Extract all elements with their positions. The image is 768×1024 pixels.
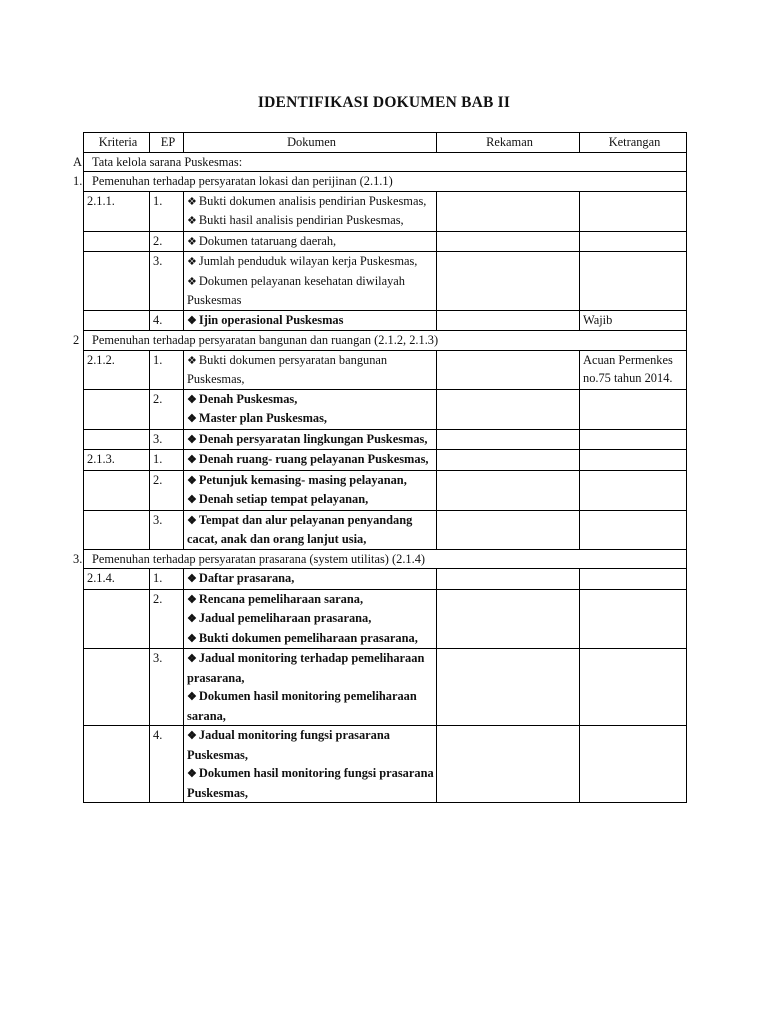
diamond-bullet-icon: ❖ <box>187 235 197 248</box>
document-item <box>187 351 436 389</box>
document-item-text: Dokumen tataruang daerah, <box>198 233 337 248</box>
document-item <box>187 211 436 231</box>
document-item <box>187 511 436 549</box>
ep-cell: 3. <box>150 252 184 311</box>
document-item-text: Denah ruang- ruang pelayanan Puskesmas, <box>198 452 429 466</box>
diamond-bullet-icon: ❖ <box>187 354 197 367</box>
diamond-bullet-icon: ❖ <box>187 593 197 606</box>
document-item-text: Dokumen hasil monitoring pemeliharaan sarana, <box>187 689 417 723</box>
dokumen-cell <box>184 470 437 510</box>
diamond-bullet-icon: ❖ <box>187 433 197 446</box>
document-item <box>187 590 436 610</box>
document-item-text: Rencana pemeliharaan sarana, <box>198 591 364 606</box>
ep-cell: 1. <box>150 350 184 389</box>
section-number: 2 <box>73 333 80 347</box>
table-row <box>84 510 687 549</box>
document-item <box>187 649 436 687</box>
document-item-text: Ijin operasional Puskesmas <box>198 312 344 327</box>
diamond-bullet-icon: ❖ <box>187 314 197 327</box>
rekaman-cell <box>437 389 580 429</box>
ketrangan-cell <box>580 510 687 549</box>
kriteria-cell: 2.1.1. <box>84 191 150 231</box>
rekaman-cell <box>437 510 580 549</box>
document-item-text: Dokumen pelayanan kesehatan diwilayah Puskesmas <box>187 273 405 307</box>
dokumen-cell <box>184 310 437 331</box>
rekaman-cell <box>437 310 580 331</box>
document-item-text: Bukti hasil analisis pendirian Puskesmas, <box>198 213 404 227</box>
document-item <box>187 764 436 802</box>
ep-cell: 4. <box>150 310 184 331</box>
ep-cell: 1. <box>150 191 184 231</box>
diamond-bullet-icon: ❖ <box>187 768 197 780</box>
document-item-text: Jumlah penduduk wilayan kerja Puskesmas, <box>198 254 418 268</box>
rekaman-cell <box>437 470 580 510</box>
ketrangan-cell: Acuan Permenkes no.75 tahun 2014. <box>580 350 687 389</box>
dokumen-cell <box>184 450 437 471</box>
dokumen-cell <box>184 191 437 231</box>
diamond-bullet-icon: ❖ <box>187 514 197 527</box>
ep-cell: 3. <box>150 429 184 450</box>
dokumen-cell <box>184 589 437 649</box>
kriteria-cell <box>84 510 150 549</box>
dokumen-cell <box>184 510 437 549</box>
document-item-text: Jadual pemeliharaan prasarana, <box>198 611 372 625</box>
kriteria-cell <box>84 589 150 649</box>
document-item <box>187 629 436 649</box>
table-row <box>84 450 687 471</box>
kriteria-cell <box>84 231 150 252</box>
ketrangan-cell <box>580 589 687 649</box>
dokumen-cell <box>184 350 437 389</box>
document-item <box>187 430 436 450</box>
document-item-text: Master plan Puskesmas, <box>198 411 328 425</box>
document-item <box>187 252 436 272</box>
table-body <box>73 152 687 803</box>
document-item <box>187 687 436 725</box>
diamond-bullet-icon: ❖ <box>187 691 197 703</box>
ketrangan-cell: Wajib <box>580 310 687 331</box>
document-item-text: Petunjuk kemasing- masing pelayanan, <box>198 472 407 487</box>
document-item <box>187 390 436 410</box>
table-row <box>84 726 687 803</box>
table-row <box>84 429 687 450</box>
rekaman-cell <box>437 252 580 311</box>
kriteria-cell: 2.1.3. <box>84 450 150 471</box>
ketrangan-cell <box>580 470 687 510</box>
rekaman-cell <box>437 450 580 471</box>
section-row <box>84 172 687 192</box>
ep-cell: 2. <box>150 470 184 510</box>
document-item-text: Daftar prasarana, <box>198 571 295 585</box>
ketrangan-cell <box>580 252 687 311</box>
rekaman-cell <box>437 589 580 649</box>
document-item <box>187 726 436 764</box>
document-title: IDENTIFIKASI DOKUMEN BAB II <box>257 94 511 111</box>
header-kriteria: Kriteria <box>84 133 150 153</box>
document-item-text: Denah persyaratan lingkungan Puskesmas, <box>198 431 428 446</box>
table-row <box>84 310 687 331</box>
kriteria-cell <box>84 389 150 429</box>
dokumen-cell <box>184 429 437 450</box>
kriteria-cell <box>84 310 150 331</box>
header-rekaman: Rekaman <box>437 133 580 153</box>
dokumen-cell <box>184 569 437 590</box>
document-table <box>73 132 687 803</box>
rekaman-cell <box>437 191 580 231</box>
diamond-bullet-icon: ❖ <box>187 494 197 506</box>
ep-cell: 2. <box>150 231 184 252</box>
kriteria-cell: 2.1.2. <box>84 350 150 389</box>
section-row <box>84 152 687 172</box>
table-row <box>84 470 687 510</box>
section-number: 3. <box>73 551 83 566</box>
diamond-bullet-icon: ❖ <box>187 653 197 665</box>
dokumen-cell <box>184 252 437 311</box>
document-item <box>187 272 436 310</box>
dokumen-cell <box>184 649 437 726</box>
table-row <box>84 231 687 252</box>
document-item-text: Dokumen hasil monitoring fungsi prasarana Puskesmas, <box>187 766 434 800</box>
section-title: Tata kelola sarana Puskesmas: <box>92 154 243 169</box>
table-row <box>84 389 687 429</box>
table-row <box>84 649 687 726</box>
ketrangan-cell <box>580 450 687 471</box>
rekaman-cell <box>437 350 580 389</box>
rekaman-cell <box>437 649 580 726</box>
ep-cell: 2. <box>150 389 184 429</box>
ketrangan-cell <box>580 569 687 590</box>
ketrangan-cell <box>580 389 687 429</box>
diamond-bullet-icon: ❖ <box>187 393 197 406</box>
section-number: 1. <box>73 174 83 188</box>
section-title: Pemenuhan terhadap persyaratan prasarana (system utilitas) (2.1.4) <box>92 551 426 566</box>
ep-cell: 1. <box>150 569 184 590</box>
document-item <box>187 232 436 252</box>
document-item-text: Jadual monitoring fungsi prasarana Puskesmas, <box>187 728 390 762</box>
rekaman-cell <box>437 726 580 803</box>
ep-cell: 2. <box>150 589 184 649</box>
diamond-bullet-icon: ❖ <box>187 215 197 227</box>
rekaman-cell <box>437 429 580 450</box>
rekaman-cell <box>437 231 580 252</box>
document-item <box>187 609 436 629</box>
table-row <box>84 350 687 389</box>
document-item-text: Bukti dokumen pemeliharaan prasarana, <box>198 630 418 645</box>
document-item <box>187 471 436 491</box>
rekaman-cell <box>437 569 580 590</box>
table-row <box>84 569 687 590</box>
diamond-bullet-icon: ❖ <box>187 474 197 487</box>
diamond-bullet-icon: ❖ <box>187 573 197 585</box>
diamond-bullet-icon: ❖ <box>187 454 197 466</box>
diamond-bullet-icon: ❖ <box>187 256 197 268</box>
ep-cell: 1. <box>150 450 184 471</box>
dokumen-cell <box>184 231 437 252</box>
section-title: Pemenuhan terhadap persyaratan bangunan dan ruangan (2.1.2, 2.1.3) <box>92 333 439 347</box>
header-ep: EP <box>150 133 184 153</box>
section-row <box>84 549 687 569</box>
ep-cell: 3. <box>150 649 184 726</box>
document-item-text: Denah setiap tempat pelayanan, <box>198 492 369 506</box>
diamond-bullet-icon: ❖ <box>187 275 197 288</box>
document-item-text: Denah Puskesmas, <box>198 391 298 406</box>
ketrangan-cell <box>580 649 687 726</box>
document-item <box>187 569 436 589</box>
kriteria-cell <box>84 252 150 311</box>
dokumen-cell <box>184 389 437 429</box>
diamond-bullet-icon: ❖ <box>187 730 197 742</box>
document-item-text: Tempat dan alur pelayanan penyandang cacat, anak dan orang lanjut usia, <box>187 512 413 546</box>
document-item-text: Bukti dokumen persyaratan bangunan Puskesmas, <box>187 352 388 386</box>
kriteria-cell <box>84 649 150 726</box>
ketrangan-cell <box>580 429 687 450</box>
document-item <box>187 450 436 470</box>
section-number: A <box>73 154 82 169</box>
ketrangan-cell <box>580 231 687 252</box>
document-item <box>187 311 436 331</box>
table-row <box>84 252 687 311</box>
header-ketrangan: Ketrangan <box>580 133 687 153</box>
header-dokumen: Dokumen <box>184 133 437 153</box>
document-item-text: Jadual monitoring terhadap pemeliharaan prasarana, <box>187 651 425 685</box>
document-item <box>187 409 436 429</box>
document-item <box>187 192 436 212</box>
kriteria-cell <box>84 470 150 510</box>
kriteria-cell <box>84 726 150 803</box>
ep-cell: 3. <box>150 510 184 549</box>
kriteria-cell: 2.1.4. <box>84 569 150 590</box>
diamond-bullet-icon: ❖ <box>187 195 197 208</box>
diamond-bullet-icon: ❖ <box>187 632 197 645</box>
section-title: Pemenuhan terhadap persyaratan lokasi dan perijinan (2.1.1) <box>92 174 393 188</box>
section-row <box>84 331 687 351</box>
dokumen-cell <box>184 726 437 803</box>
kriteria-cell <box>84 429 150 450</box>
table-row <box>84 589 687 649</box>
diamond-bullet-icon: ❖ <box>187 413 197 425</box>
ketrangan-cell <box>580 726 687 803</box>
ketrangan-cell <box>580 191 687 231</box>
document-item-text: Bukti dokumen analisis pendirian Puskesmas, <box>198 193 427 208</box>
table-row <box>84 191 687 231</box>
document-item <box>187 490 436 510</box>
diamond-bullet-icon: ❖ <box>187 613 197 625</box>
ep-cell: 4. <box>150 726 184 803</box>
table-header-row <box>84 133 687 153</box>
